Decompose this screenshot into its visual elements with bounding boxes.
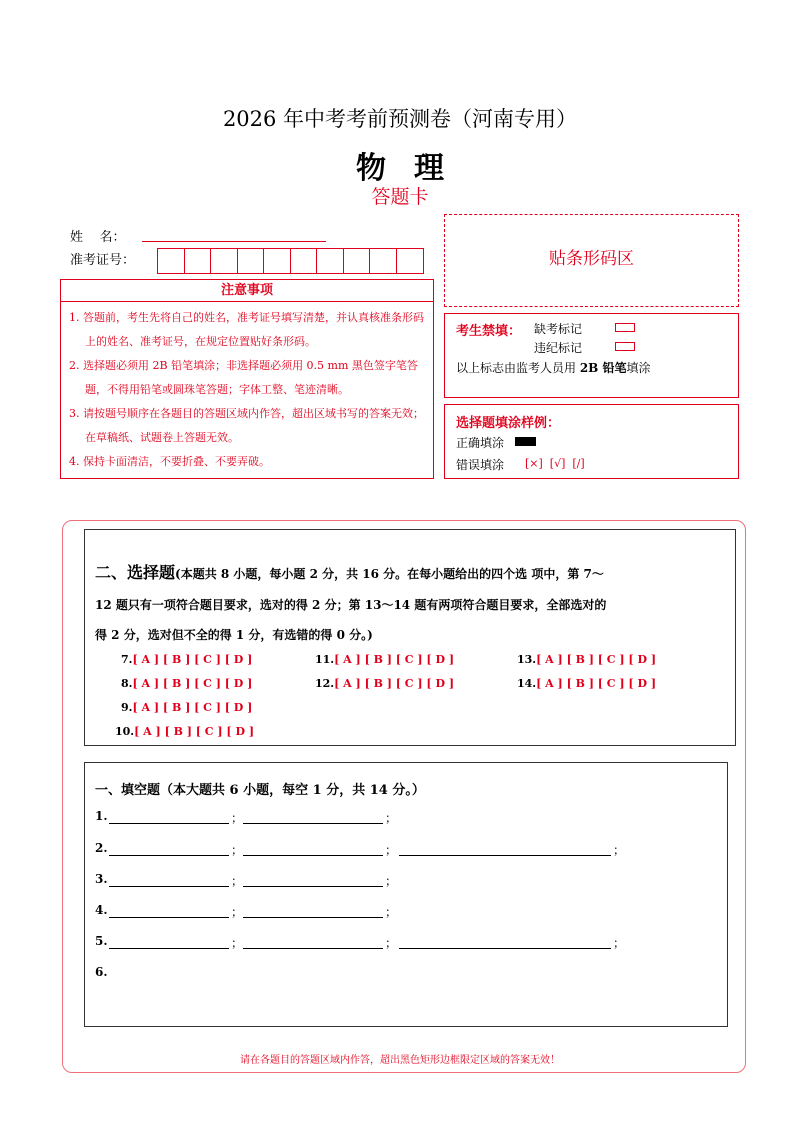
card-name: 答题卡 bbox=[371, 186, 429, 208]
correct-fill-sample bbox=[515, 437, 536, 446]
wrong-marks: [×] [√] [/] bbox=[525, 457, 585, 470]
choice-question-10[interactable]: 10.[ A ] [ B ] [ C ] [ D ] bbox=[115, 725, 255, 738]
choice-question-13[interactable]: 13.[ A ] [ B ] [ C ] [ D ] bbox=[517, 653, 657, 666]
notes-heading: 注意事项 bbox=[61, 280, 433, 302]
choice-question-9[interactable]: 9.[ A ] [ B ] [ C ] [ D ] bbox=[121, 701, 253, 714]
fill-sep: ； bbox=[231, 811, 244, 825]
exam-title: 2026 年中考考前预测卷（河南专用） bbox=[222, 107, 578, 131]
forbid-note: 以上标志由监考人员用 2B 铅笔填涂 bbox=[456, 361, 651, 375]
name-field[interactable] bbox=[142, 241, 326, 242]
footer-warning: 请在各题目的答题区域内作答，超出黑色矩形边框限定区域的答案无效！ bbox=[240, 1055, 560, 1066]
fill-blank[interactable] bbox=[109, 855, 229, 856]
name-label: 姓 名： bbox=[70, 230, 126, 245]
note-item: 2. 选择题必须用 2B 铅笔填涂；非选择题必须用 0.5 mm 黑色签字笔答题，不得用铅笔或圆珠笔答题；字体工整、笔迹清晰。 bbox=[69, 359, 418, 396]
fill-blank[interactable] bbox=[109, 886, 229, 887]
choice-desc-3: 得 2 分，选对但不全的得 1 分，有选错的得 0 分。) bbox=[95, 628, 373, 642]
fill-blank[interactable] bbox=[243, 917, 383, 918]
fill-sep: ； bbox=[385, 843, 398, 857]
fill-sep: ； bbox=[385, 905, 398, 919]
fill-sep: ； bbox=[231, 905, 244, 919]
forbid-panel bbox=[444, 313, 739, 398]
absent-label: 缺考标记 bbox=[534, 322, 583, 336]
fill-section bbox=[84, 762, 728, 1027]
fill-sep: ； bbox=[231, 874, 244, 888]
choice-desc-2: 12 题只有一项符合题目要求，选对的得 2 分；第 13～14 题有两项符合题目要求，全部选对的 bbox=[95, 598, 607, 612]
fill-heading: 一、填空题（本大题共 6 小题，每空 1 分，共 14 分。） bbox=[95, 783, 425, 798]
fill-blank[interactable] bbox=[109, 823, 229, 824]
fill-number: 1. bbox=[95, 809, 108, 823]
note-item: 4. 保持卡面清洁，不要折叠、不要弄破。 bbox=[69, 455, 270, 468]
forbid-label: 考生禁填： bbox=[456, 324, 522, 339]
choice-question-12[interactable]: 12.[ A ] [ B ] [ C ] [ D ] bbox=[315, 677, 455, 690]
fill-blank[interactable] bbox=[109, 917, 229, 918]
note-item: 3. 请按题号顺序在各题目的答题区域内作答，超出区域书写的答案无效；在草稿纸、试题卷上答题无效。 bbox=[69, 407, 424, 444]
fill-sep: ； bbox=[231, 936, 244, 950]
fill-blank[interactable] bbox=[243, 823, 383, 824]
choice-heading: 二、选择题 bbox=[95, 563, 176, 582]
notes-panel bbox=[60, 279, 434, 479]
fill-number: 6. bbox=[95, 965, 108, 979]
fill-number: 3. bbox=[95, 872, 108, 886]
choice-question-11[interactable]: 11.[ A ] [ B ] [ C ] [ D ] bbox=[315, 653, 455, 666]
fill-sep: ； bbox=[385, 936, 398, 950]
absent-mark-box[interactable] bbox=[615, 323, 635, 332]
violation-mark-box[interactable] bbox=[615, 342, 635, 351]
fill-number: 2. bbox=[95, 841, 108, 855]
choice-question-14[interactable]: 14.[ A ] [ B ] [ C ] [ D ] bbox=[517, 677, 657, 690]
choice-intro bbox=[95, 560, 604, 583]
fill-blank[interactable] bbox=[399, 948, 611, 949]
fill-blank[interactable] bbox=[243, 855, 383, 856]
choice-desc-1: (本题共 8 小题，每小题 2 分，共 16 分。在每小题给出的四个选 项中，第 7～ bbox=[175, 567, 604, 581]
id-label: 准考证号： bbox=[70, 253, 136, 268]
violation-label: 违纪标记 bbox=[534, 341, 583, 355]
fill-blank[interactable] bbox=[243, 886, 383, 887]
fill-number: 4. bbox=[95, 903, 108, 917]
sample-heading: 选择题填涂样例： bbox=[456, 416, 561, 431]
fill-sep: ； bbox=[613, 843, 626, 857]
id-number-boxes[interactable] bbox=[157, 248, 424, 274]
fill-sep: ； bbox=[231, 843, 244, 857]
fill-blank[interactable] bbox=[243, 948, 383, 949]
barcode-area: 贴条形码区 bbox=[444, 214, 739, 307]
fill-blank[interactable] bbox=[399, 855, 611, 856]
fill-sep: ； bbox=[385, 874, 398, 888]
choice-question-7[interactable]: 7.[ A ] [ B ] [ C ] [ D ] bbox=[121, 653, 253, 666]
correct-label: 正确填涂 bbox=[456, 436, 505, 450]
sample-panel bbox=[444, 404, 739, 479]
choice-section bbox=[84, 529, 736, 746]
wrong-label: 错误填涂 bbox=[456, 458, 505, 472]
fill-number: 5. bbox=[95, 934, 108, 948]
fill-blank[interactable] bbox=[109, 948, 229, 949]
subject-title: 物理 bbox=[356, 151, 472, 186]
fill-sep: ； bbox=[613, 936, 626, 950]
note-item: 1. 答题前，考生先将自己的姓名，准考证号填写清楚，并认真核准条形码上的姓名、准考证号，在规定位置贴好条形码。 bbox=[69, 311, 424, 348]
choice-question-8[interactable]: 8.[ A ] [ B ] [ C ] [ D ] bbox=[121, 677, 253, 690]
fill-sep: ； bbox=[385, 811, 398, 825]
